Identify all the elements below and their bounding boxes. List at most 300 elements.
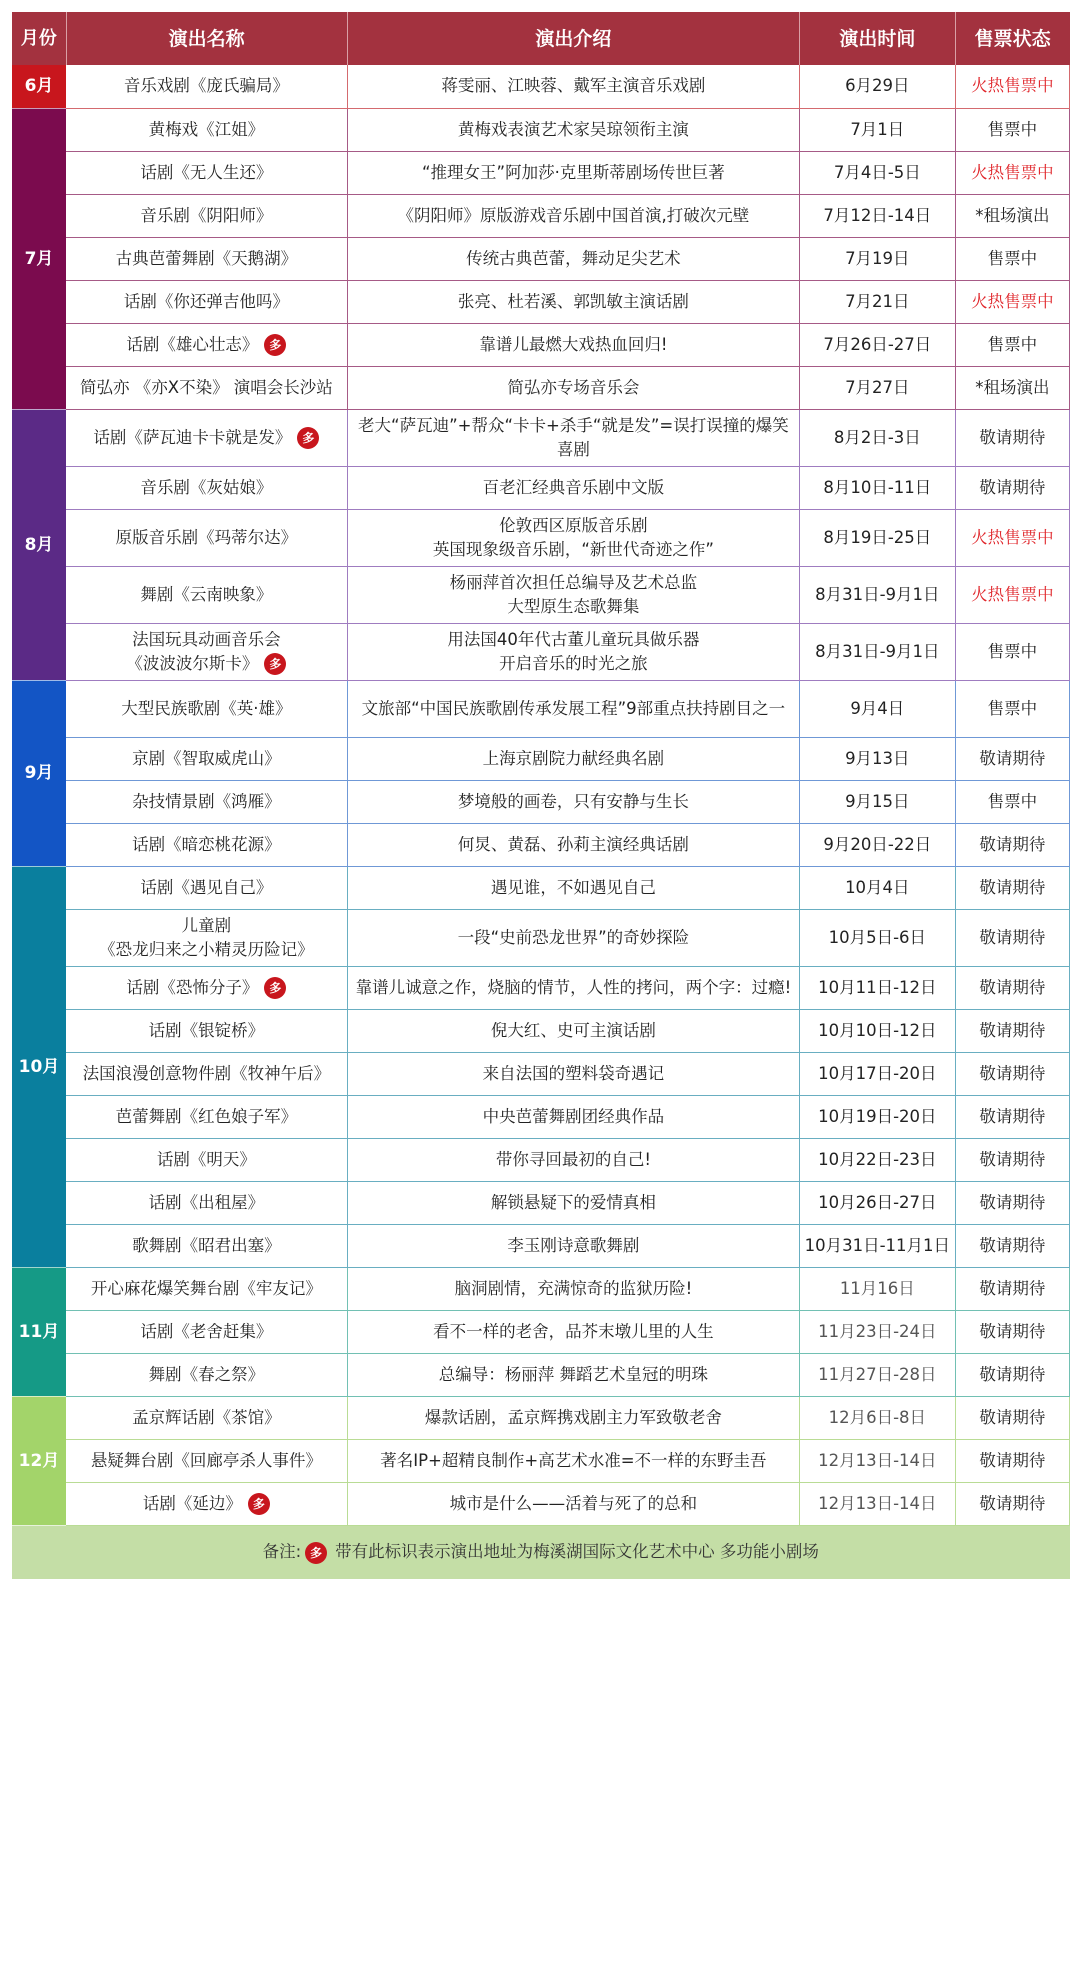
show-name-text: 悬疑舞台剧《回廊亭杀人事件》 [90,1450,322,1470]
show-intro [347,737,799,780]
ticket-status [955,1009,1069,1052]
show-name-text: 简弘亦 《亦X不染》 演唱会长沙站 [80,377,333,397]
table-row [12,966,1070,1009]
ticket-status [955,1138,1069,1181]
show-time-text: 7月26日-27日 [823,334,932,354]
ticket-status [955,280,1069,323]
show-intro [347,966,799,1009]
ticket-status-text: 敬请期待 [979,1493,1046,1513]
show-name-text: 音乐戏剧《庞氏骗局》 [123,76,289,96]
show-name [66,1009,347,1052]
show-intro [347,1396,799,1439]
ticket-status-text: 售票中 [987,334,1038,354]
ticket-status-text: 敬请期待 [979,1063,1046,1083]
show-name [66,1396,347,1439]
table-row [12,1310,1070,1353]
show-name [66,866,347,909]
show-time-text: 10月26日-27日 [818,1192,937,1212]
show-time [799,1482,955,1525]
show-intro [347,909,799,966]
ticket-status [955,1353,1069,1396]
multi-venue-badge-icon: 多 [264,653,286,675]
header-intro: 演出介绍 [347,12,799,65]
show-intro-text: 一段“史前恐龙世界”的奇妙探险 [457,927,690,947]
show-intro [347,323,799,366]
ticket-status [955,966,1069,1009]
show-name [66,366,347,409]
show-intro [347,1181,799,1224]
ticket-status-text: 敬请期待 [979,927,1046,947]
ticket-status [955,151,1069,194]
ticket-status-text: 敬请期待 [979,1235,1046,1255]
show-intro-text: 来自法国的塑料袋奇遇记 [482,1063,665,1083]
show-name-text: 黄梅戏《江姐》 [148,119,265,139]
table-row [12,366,1070,409]
show-intro [347,623,799,680]
show-time-text: 9月15日 [845,791,910,811]
show-time-text: 10月10日-12日 [818,1020,937,1040]
show-intro [347,194,799,237]
ticket-status [955,466,1069,509]
show-time [799,566,955,623]
show-time [799,1396,955,1439]
show-intro [347,1267,799,1310]
show-name-text: 话剧《无人生还》 [140,162,273,182]
show-time [799,237,955,280]
schedule-table [12,12,1070,1579]
table-row [12,280,1070,323]
show-time [799,194,955,237]
note-row [12,1525,1070,1579]
show-intro-text: 何炅、黄磊、孙莉主演经典话剧 [457,834,689,854]
show-time [799,1009,955,1052]
show-time-text: 7月21日 [845,291,910,311]
ticket-status-text: 敬请期待 [979,877,1046,897]
ticket-status-text: 敬请期待 [979,1020,1046,1040]
table-row [12,866,1070,909]
show-name-text: 话剧《老舍赶集》 [140,1321,273,1341]
show-intro-text: 爆款话剧，孟京辉携戏剧主力军致敬老舍 [424,1407,722,1427]
show-time-text: 8月31日-9月1日 [815,641,940,661]
show-time-text: 11月23日-24日 [818,1321,937,1341]
ticket-status [955,1224,1069,1267]
show-time-text: 10月19日-20日 [818,1106,937,1126]
show-intro [347,108,799,151]
show-intro-text: 脑洞剧情，充满惊奇的监狱历险! [454,1278,693,1298]
ticket-status [955,509,1069,566]
show-name [66,1353,347,1396]
show-time-text: 12月13日-14日 [818,1493,937,1513]
ticket-status-text: 敬请期待 [979,1450,1046,1470]
table-row [12,680,1070,737]
table-row [12,1439,1070,1482]
show-name [66,466,347,509]
show-name-text: 京剧《智取威虎山》 [132,748,281,768]
show-intro [347,680,799,737]
month-cell: 8月 [12,409,66,680]
table-row [12,823,1070,866]
show-name [66,409,347,466]
ticket-status [955,623,1069,680]
show-name-text: 话剧《银锭桥》 [148,1020,265,1040]
show-name [66,509,347,566]
show-name-text: 法国玩具动画音乐会 《波波波尔斯卡》 [126,629,281,673]
show-intro [347,566,799,623]
show-intro [347,1353,799,1396]
multi-venue-badge-icon: 多 [305,1542,327,1564]
table-row [12,1095,1070,1138]
month-cell: 10月 [12,866,66,1267]
show-time [799,1353,955,1396]
ticket-status [955,737,1069,780]
show-intro-text: 看不一样的老舍，品芥末墩儿里的人生 [433,1321,714,1341]
show-name [66,966,347,1009]
show-name-text: 话剧《明天》 [156,1149,256,1169]
show-time-text: 9月4日 [850,698,905,718]
ticket-status [955,237,1069,280]
table-row [12,194,1070,237]
show-intro [347,237,799,280]
show-name-text: 话剧《雄心壮志》 [126,334,259,354]
show-time-text: 7月4日-5日 [833,162,921,182]
show-time [799,866,955,909]
show-time [799,680,955,737]
show-intro-text: 遇见谁，不如遇见自己 [490,877,656,897]
show-time-text: 10月4日 [845,877,910,897]
ticket-status-text: 敬请期待 [979,1106,1046,1126]
show-intro-text: “推理女王”阿加莎·克里斯蒂剧场传世巨著 [421,162,725,182]
show-time [799,737,955,780]
show-intro [347,466,799,509]
show-intro [347,780,799,823]
table-row [12,1052,1070,1095]
show-intro-text: 《阴阳师》原版游戏音乐剧中国首演,打破次元壁 [397,205,750,225]
show-time [799,1267,955,1310]
ticket-status-text: 火热售票中 [971,527,1054,547]
show-name [66,1267,347,1310]
show-intro-text: 百老汇经典音乐剧中文版 [482,477,665,497]
show-intro-text: 黄梅戏表演艺术家吴琼领衔主演 [457,119,689,139]
show-time [799,823,955,866]
table-row [12,466,1070,509]
show-name [66,909,347,966]
show-intro-text: 总编导：杨丽萍 舞蹈艺术皇冠的明珠 [438,1364,709,1384]
show-time [799,1224,955,1267]
show-time [799,1310,955,1353]
ticket-status [955,680,1069,737]
show-time [799,509,955,566]
show-time-text: 11月27日-28日 [818,1364,937,1384]
ticket-status [955,1310,1069,1353]
show-intro-text: 张亮、杜若溪、郭凯敏主演话剧 [457,291,689,311]
show-time [799,151,955,194]
show-name-text: 话剧《你还弹吉他吗》 [123,291,289,311]
show-time-text: 9月20日-22日 [823,834,932,854]
show-intro-text: 带你寻回最初的自己! [495,1149,651,1169]
ticket-status [955,366,1069,409]
show-name-text: 原版音乐剧《玛蒂尔达》 [115,527,298,547]
show-intro [347,409,799,466]
show-name [66,151,347,194]
show-intro-text: 中央芭蕾舞剧团经典作品 [482,1106,665,1126]
show-time-text: 10月17日-20日 [818,1063,937,1083]
show-name [66,1439,347,1482]
show-name-text: 芭蕾舞剧《红色娘子军》 [115,1106,298,1126]
show-time-text: 10月22日-23日 [818,1149,937,1169]
show-name-text: 法国浪漫创意物件剧《牧神午后》 [82,1063,331,1083]
show-name-text: 舞剧《云南映象》 [140,584,273,604]
show-intro [347,1009,799,1052]
multi-venue-badge-icon: 多 [297,427,319,449]
show-name-text: 音乐剧《灰姑娘》 [140,477,273,497]
show-time-text: 7月19日 [845,248,910,268]
table-row [12,1396,1070,1439]
show-name-text: 话剧《出租屋》 [148,1192,265,1212]
show-time-text: 11月16日 [839,1278,915,1298]
table-row [12,151,1070,194]
ticket-status [955,1267,1069,1310]
performance-schedule [12,12,1070,1579]
ticket-status-text: 敬请期待 [979,834,1046,854]
table-row [12,623,1070,680]
show-time-text: 12月6日-8日 [828,1407,927,1427]
show-intro [347,866,799,909]
show-name [66,1310,347,1353]
show-name-text: 古典芭蕾舞剧《天鹅湖》 [115,248,298,268]
ticket-status [955,65,1069,108]
ticket-status-text: 敬请期待 [979,1149,1046,1169]
header-name: 演出名称 [66,12,347,65]
ticket-status [955,194,1069,237]
show-intro-text: 著名IP+超精良制作+高艺术水准=不一样的东野圭吾 [380,1450,767,1470]
month-cell: 7月 [12,108,66,409]
ticket-status-text: 售票中 [987,119,1038,139]
show-name [66,194,347,237]
ticket-status [955,1095,1069,1138]
show-time-text: 9月13日 [845,748,910,768]
multi-venue-badge-icon: 多 [248,1493,270,1515]
ticket-status [955,1439,1069,1482]
show-name [66,566,347,623]
show-name [66,237,347,280]
show-intro-text: 文旅部“中国民族歌剧传承发展工程”9部重点扶持剧目之一 [361,698,786,718]
ticket-status-text: 敬请期待 [979,1364,1046,1384]
show-time [799,65,955,108]
ticket-status-text: 敬请期待 [979,1278,1046,1298]
show-intro-text: 城市是什么——活着与死了的总和 [449,1493,698,1513]
show-intro-text: 杨丽萍首次担任总编导及艺术总监 大型原生态歌舞集 [449,572,698,616]
show-intro-text: 上海京剧院力献经典名剧 [482,748,665,768]
show-time-text: 10月31日-11月1日 [804,1235,951,1255]
show-time-text: 8月10日-11日 [823,477,932,497]
show-name [66,1181,347,1224]
show-time [799,1052,955,1095]
ticket-status [955,323,1069,366]
month-cell: 6月 [12,65,66,108]
show-time-text: 10月5日-6日 [828,927,927,947]
show-time [799,409,955,466]
ticket-status [955,1052,1069,1095]
show-name [66,623,347,680]
show-intro [347,1482,799,1525]
show-intro-text: 解锁悬疑下的爱情真相 [490,1192,656,1212]
show-name-text: 孟京辉话剧《茶馆》 [132,1407,281,1427]
show-name-text: 话剧《延边》 [142,1493,242,1513]
show-intro [347,1310,799,1353]
ticket-status-text: 售票中 [987,791,1038,811]
show-time-text: 6月29日 [845,76,910,96]
show-time-text: 8月2日-3日 [833,427,921,447]
show-name [66,823,347,866]
show-name-text: 话剧《遇见自己》 [140,877,273,897]
show-time [799,108,955,151]
ticket-status [955,909,1069,966]
show-time [799,1439,955,1482]
show-intro [347,1095,799,1138]
ticket-status [955,1396,1069,1439]
show-intro-text: 梦境般的画卷，只有安静与生长 [457,791,689,811]
ticket-status-text: 售票中 [987,698,1038,718]
table-row [12,780,1070,823]
note-label: 备注: [262,1542,302,1562]
ticket-status [955,866,1069,909]
show-time-text: 10月11日-12日 [818,977,937,997]
table-row [12,1138,1070,1181]
show-name [66,280,347,323]
ticket-status-text: 售票中 [987,248,1038,268]
multi-venue-badge-icon: 多 [264,977,286,999]
show-name-text: 大型民族歌剧《英·雄》 [121,698,292,718]
ticket-status-text: 售票中 [987,641,1038,661]
show-name-text: 歌舞剧《昭君出塞》 [132,1235,281,1255]
header-row [12,12,1070,65]
show-intro [347,65,799,108]
show-intro-text: 倪大红、史可主演话剧 [490,1020,656,1040]
show-intro-text: 靠谱儿诚意之作，烧脑的情节，人性的拷问，两个字：过瘾! [355,977,792,997]
show-time-text: 8月31日-9月1日 [815,584,940,604]
show-name-text: 话剧《暗恋桃花源》 [132,834,281,854]
show-name-text: 话剧《萨瓦迪卡卡就是发》 [93,427,292,447]
ticket-status-text: *租场演出 [975,377,1050,397]
table-row [12,1267,1070,1310]
show-intro [347,1052,799,1095]
show-intro [347,366,799,409]
show-name [66,108,347,151]
table-row [12,909,1070,966]
note-cell [12,1525,1070,1579]
show-intro-text: 李玉刚诗意歌舞剧 [507,1235,640,1255]
multi-venue-badge-icon: 多 [264,334,286,356]
show-intro [347,151,799,194]
header-month: 月份 [12,12,66,65]
table-row [12,1482,1070,1525]
show-name-text: 杂技情景剧《鸿雁》 [132,791,281,811]
month-cell: 12月 [12,1396,66,1525]
ticket-status-text: 敬请期待 [979,1321,1046,1341]
show-time [799,780,955,823]
table-row [12,509,1070,566]
show-time [799,623,955,680]
ticket-status-text: 敬请期待 [979,477,1046,497]
show-time [799,909,955,966]
ticket-status [955,409,1069,466]
ticket-status [955,780,1069,823]
show-time [799,280,955,323]
show-name [66,65,347,108]
ticket-status-text: 火热售票中 [971,584,1054,604]
ticket-status [955,108,1069,151]
header-status: 售票状态 [955,12,1069,65]
show-name-text: 音乐剧《阴阳师》 [140,205,273,225]
show-intro-text: 用法国40年代古董儿童玩具做乐器 开启音乐的时光之旅 [447,629,700,673]
ticket-status-text: 敬请期待 [979,427,1046,447]
table-row [12,65,1070,108]
table-row [12,737,1070,780]
show-time-text: 7月1日 [850,119,905,139]
show-name [66,1095,347,1138]
show-intro-text: 老大“萨瓦迪”+帮众“卡卡+杀手“就是发”=误打误撞的爆笑喜剧 [358,415,789,459]
show-intro-text: 传统古典芭蕾，舞动足尖艺术 [466,248,681,268]
show-time [799,1181,955,1224]
table-row [12,1224,1070,1267]
table-row [12,566,1070,623]
show-name [66,323,347,366]
show-time [799,366,955,409]
show-intro-text: 伦敦西区原版音乐剧 英国现象级音乐剧，“新世代奇迹之作” [432,515,714,559]
ticket-status [955,1181,1069,1224]
ticket-status-text: *租场演出 [975,205,1050,225]
show-intro [347,280,799,323]
show-time-text: 8月19日-25日 [823,527,932,547]
show-time [799,466,955,509]
table-row [12,323,1070,366]
show-name [66,1224,347,1267]
show-time [799,1138,955,1181]
show-name [66,737,347,780]
table-row [12,1181,1070,1224]
table-row [12,1009,1070,1052]
show-intro [347,509,799,566]
show-time [799,323,955,366]
show-time [799,966,955,1009]
table-row [12,237,1070,280]
show-intro [347,1138,799,1181]
header-time: 演出时间 [799,12,955,65]
show-intro-text: 靠谱儿最燃大戏热血回归! [479,334,668,354]
show-name-text: 开心麻花爆笑舞台剧《牢友记》 [90,1278,322,1298]
show-name [66,780,347,823]
table-row [12,409,1070,466]
ticket-status-text: 火热售票中 [971,76,1054,96]
show-time [799,1095,955,1138]
table-row [12,1353,1070,1396]
show-name-text: 话剧《恐怖分子》 [126,977,259,997]
table-row [12,108,1070,151]
show-name [66,1138,347,1181]
show-time-text: 7月27日 [845,377,910,397]
month-cell: 11月 [12,1267,66,1396]
note-text: 带有此标识表示演出地址为梅溪湖国际文化艺术中心 多功能小剧场 [335,1542,819,1562]
ticket-status-text: 火热售票中 [971,162,1054,182]
show-intro-text: 简弘亦专场音乐会 [507,377,640,397]
show-name [66,1052,347,1095]
ticket-status-text: 敬请期待 [979,748,1046,768]
show-intro-text: 蒋雯丽、江映蓉、戴军主演音乐戏剧 [441,76,706,96]
ticket-status-text: 火热售票中 [971,291,1054,311]
show-name [66,1482,347,1525]
ticket-status [955,566,1069,623]
show-intro [347,1439,799,1482]
